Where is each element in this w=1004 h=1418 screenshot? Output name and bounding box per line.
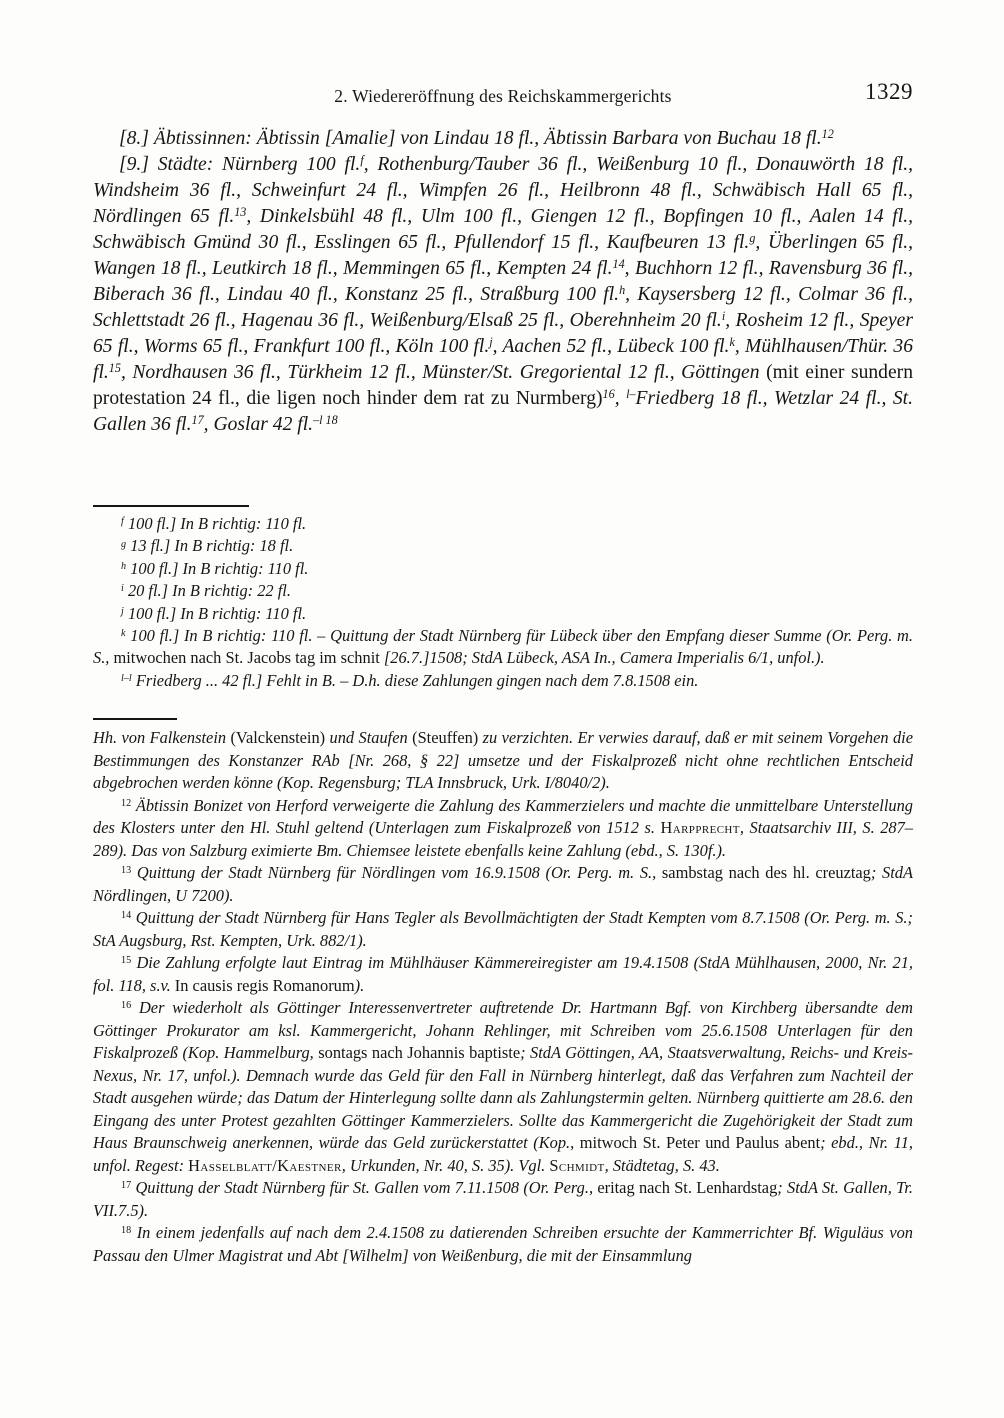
footnote-marker: f xyxy=(121,516,124,528)
footnote-reference: i xyxy=(721,309,726,324)
text-segment: , Städtetag, S. 43. xyxy=(604,1155,720,1175)
footnote-marker: 13 xyxy=(121,865,132,877)
text-segment: Quittung der Stadt Nürnberg für St. Gallen vom 7.11.1508 (Or. Perg., xyxy=(135,1178,598,1197)
text-segment: Hh. von Falkenstein xyxy=(93,728,231,747)
text-segment: sontags nach Johannis baptiste xyxy=(318,1043,521,1062)
text-segment: , Dinkelsbühl 48 fl., Ulm 100 fl., Giengen 12 fl., Bopfingen 10 fl., Aalen 14 fl., Schwäbisch Gmünd 30 fl., Esslingen 65 fl., Pfullendorf 15 fl., Kaufbeuren 13 fl. xyxy=(93,206,913,253)
text-segment: , Rosheim 12 fl., Speyer 65 fl., Worms 65 fl., Frankfurt 100 fl., Köln 100 fl. xyxy=(93,310,913,357)
paragraph-abbesses xyxy=(93,126,913,152)
text-segment: , Nordhausen 36 fl., Türkheim 12 fl., Münster/St. Gregoriental 12 fl., Göttingen xyxy=(120,362,767,383)
apparatus-note xyxy=(93,558,913,580)
text-segment: Quittung der Stadt Nürnberg für Hans Tegler als Bevollmächtigten der Stadt Kempten vom 8.7.1508 (Or. Perg. m. S.; StA Augsburg, Rst. Kempten, Urk. 882/1). xyxy=(93,908,913,950)
text-segment: [26.7.]1508; StdA Lübeck, ASA In., Camera Imperialis 6/1, unfol.). xyxy=(383,648,825,668)
footnote-reference: 16 xyxy=(602,387,615,402)
text-segment: ; StdA Göttingen, AA, Staatsverwaltung, Reichs- und Kreis-Nexus, Nr. 17, unfol.). Demnach wurde das Geld für den Fall in Nürnberg hinterlegt, daß das Verfahren zum Nachteil der Stadt ausgehen würde; das Datum der Hinterlegung sollte dann als Zahlungstermin gelten. Nürnberg quittierte am 28.6. den Eingang des unter Protest gezahlten Göttinger Kammerzielers. Sollte das Kammergericht die Zugehörigkeit der Stadt zum Haus Braunschweig anerkennen, würde das Geld zurückerstattet (Kop., xyxy=(93,1043,913,1152)
footnote-reference: l– xyxy=(626,387,636,402)
apparatus-note xyxy=(93,535,913,557)
text-segment: 100 fl.] In B richtig: 110 fl. xyxy=(130,558,309,578)
text-segment: 100 fl.] In B richtig: 110 fl. xyxy=(127,603,307,623)
main-text xyxy=(93,126,913,505)
footnote-reference: h xyxy=(619,283,626,298)
text-segment: zu verzichten. Er verwies darauf, daß er mit seinem Vorgehen die Bestimmungen des Konstanzer RAb [Nr. 268, § 22] umsetze und der Fiskalprozeß nicht ohne rechtlichen Entscheid abgebrochen werden könne (Kop. Regensburg; TLA Innsbruck, Urk. I/8040/2). xyxy=(93,728,914,792)
apparatus-note xyxy=(93,580,913,602)
text-segment: Friedberg 18 fl., Wetzlar 24 fl., St. Gallen 36 fl. xyxy=(93,388,913,435)
apparatus-note xyxy=(93,670,913,692)
page-number: 1329 xyxy=(865,79,913,104)
footnote-marker: 18 xyxy=(121,1225,132,1237)
footnote xyxy=(93,1222,913,1267)
apparatus-note xyxy=(93,513,913,535)
text-segment: mitwochen nach St. Jacobs tag im schnit xyxy=(113,648,384,668)
text-segment: In causis regis Romanorum xyxy=(174,975,355,995)
text-segment: Die Zahlung erfolgte laut Eintrag im Mühlhäuser Kämmereiregister am 19.4.1508 (StdA Mühlhausen, 2000, Nr. 21, fol. 118, s.v. xyxy=(93,953,913,995)
text-segment: , Buchhorn 12 fl., Ravensburg 36 fl., Biberach 36 fl., Lindau 40 fl., Konstanz 25 fl., Straßburg 100 fl. xyxy=(93,258,913,305)
footnote-marker: 15 xyxy=(121,955,132,967)
text-segment: 100 fl.] In B richtig: 110 fl. xyxy=(127,514,307,533)
text-segment: sambstag nach des hl. creuztag xyxy=(661,863,871,882)
text-segment: (Steuffen) xyxy=(412,728,479,747)
apparatus-note xyxy=(93,625,913,670)
apparatus-note xyxy=(93,603,913,625)
text-segment: [9.] Städte: Nürnberg 100 fl. xyxy=(119,154,361,175)
text-segment: , Mühlhausen/Thür. 36 fl. xyxy=(93,336,913,383)
text-segment: Der wiederholt als Göttinger Interessenvertreter auftretende Dr. Hartmann Bgf. von Kirchberg übersandte dem Göttinger Prokurator am ksl. Kammergericht, Johann Rehlinger, mit Schreiben vom 25.6.1508 Unterlagen für den Fiskalprozeß (Kop. Hammelburg, xyxy=(93,998,913,1062)
text-block xyxy=(93,79,914,1267)
footnote-marker: h xyxy=(121,560,127,572)
footnote xyxy=(93,1177,913,1222)
apparatus-notes xyxy=(93,513,913,709)
footnote-reference: 15 xyxy=(108,361,121,376)
text-segment: , Rothenburg/Tauber 36 fl., Weißenburg 10 fl., Donauwörth 18 fl., Windsheim 36 fl., Schweinfurt 24 fl., Wimpfen 26 fl., Heilbronn 48 fl., Schwäbisch Hall 65 fl., Nördlingen 65 fl. xyxy=(93,154,913,227)
text-segment: , Staatsarchiv III, S. 287–289). Das von Salzburg eximierte Bm. Chiemsee leistete ebenfalls keine Zahlung (ebd., S. 130f.). xyxy=(93,818,913,860)
footnote-reference: 12 xyxy=(821,127,834,142)
footnote-marker: i xyxy=(121,583,124,595)
footnote xyxy=(93,997,913,1177)
footnote-marker: 14 xyxy=(121,910,132,922)
text-segment: , Goslar 42 fl. xyxy=(203,414,314,435)
footnote-marker: j xyxy=(121,605,124,617)
text-segment: Hasselblatt/Kaestner xyxy=(188,1155,342,1175)
section-heading: 2. Wiedereröffnung des Reichskammergerichts xyxy=(334,86,672,106)
text-segment: Friedberg ... 42 fl.] Fehlt in B. – D.h. diese Zahlungen gingen nach dem 7.8.1508 ein. xyxy=(135,670,699,690)
text-segment: und Staufen xyxy=(325,728,413,747)
footnote-reference: f xyxy=(360,153,364,168)
footnote xyxy=(93,862,913,907)
footnote-separator-rule xyxy=(93,718,177,720)
text-segment: , Kaysersberg 12 fl., Colmar 36 fl., Schlettstadt 26 fl., Hagenau 36 fl., Weißenburg/Elsaß 25 fl., Oberehnheim 20 fl. xyxy=(93,284,913,331)
text-segment: Harpprecht xyxy=(660,818,740,837)
text-segment: ). xyxy=(354,975,365,995)
running-head xyxy=(93,79,913,110)
text-segment: In einem jedenfalls auf nach dem 2.4.1508 zu datierenden Schreiben ersuchte der Kammerrichter Bf. Wiguläus von Passau den Ulmer Magistrat und Abt [Wilhelm] von Weißenburg, die mit der Einsammlung xyxy=(93,1223,913,1265)
footnote-marker: 17 xyxy=(121,1180,132,1192)
footnote-reference: –l 18 xyxy=(313,413,338,428)
footnote-reference: 14 xyxy=(612,257,625,272)
text-segment: 100 fl.] In B richtig: 110 fl. – Quittung der Stadt Nürnberg für Lübeck über den Empfang dieser Summe (Or. Perg. m. S., xyxy=(93,626,913,668)
footnote-reference: k xyxy=(729,335,735,350)
text-segment: (mit einer sundern protestation 24 fl., die ligen noch hinder dem rat zu Nurmberg) xyxy=(93,362,913,409)
footnote-marker: l–l xyxy=(121,672,132,684)
text-segment: eritag nach St. Lenhardstag xyxy=(597,1178,778,1197)
text-segment: (Valckenstein) xyxy=(230,728,326,747)
text-segment: 13 fl.] In B richtig: 18 fl. xyxy=(130,536,294,556)
footnote-reference: 13 xyxy=(234,205,247,220)
text-segment: ; StdA Nördlingen, U 7200). xyxy=(93,863,913,905)
footnote-marker: 12 xyxy=(121,797,132,809)
text-segment: ; StdA St. Gallen, Tr. VII.7.5). xyxy=(93,1178,913,1220)
footnote-reference: 17 xyxy=(191,413,204,428)
text-segment: [8.] Äbtissinnen: Äbtissin [Amalie] von Lindau 18 fl., Äbtissin Barbara von Buchau 18 fl. xyxy=(119,128,822,149)
footnote-marker: 16 xyxy=(121,1000,132,1012)
text-segment: 20 fl.] In B richtig: 22 fl. xyxy=(127,581,291,601)
footnote-reference: g xyxy=(749,231,756,246)
text-segment: Quittung der Stadt Nürnberg für Nördlingen vom 16.9.1508 (Or. Perg. m. S., xyxy=(136,863,662,882)
text-segment: mitwoch St. Peter und Paulus abent xyxy=(579,1133,821,1152)
footnote xyxy=(93,952,913,997)
footnote-marker: g xyxy=(121,538,127,550)
text-segment: , xyxy=(614,388,627,409)
text-segment: Schmidt xyxy=(549,1155,605,1175)
text-segment: , Überlingen 65 fl., Wangen 18 fl., Leutkirch 18 fl., Memmingen 65 fl., Kempten 24 fl. xyxy=(93,232,913,279)
text-segment: Äbtissin Bonizet von Herford verweigerte die Zahlung des Kammerzielers und machte die unmittelbare Unterstellung des Klosters unter den Hl. Stuhl geltend (Unterlagen zum Fiskalprozeß von 1512 s. xyxy=(93,795,913,837)
text-segment: , Aachen 52 fl., Lübeck 100 fl. xyxy=(492,336,730,357)
footnote-reference: j xyxy=(489,335,493,350)
footnote xyxy=(93,907,913,952)
text-segment: , Urkunden, Nr. 40, S. 35). Vgl. xyxy=(341,1155,550,1175)
footnote-marker: k xyxy=(121,628,126,640)
paragraph-cities xyxy=(93,152,913,438)
footnotes xyxy=(93,727,913,1267)
footnote xyxy=(93,727,913,795)
apparatus-separator-rule xyxy=(93,505,249,507)
footnote xyxy=(93,795,913,863)
text-segment: ; ebd., Nr. 11, unfol. Regest: xyxy=(93,1133,913,1175)
